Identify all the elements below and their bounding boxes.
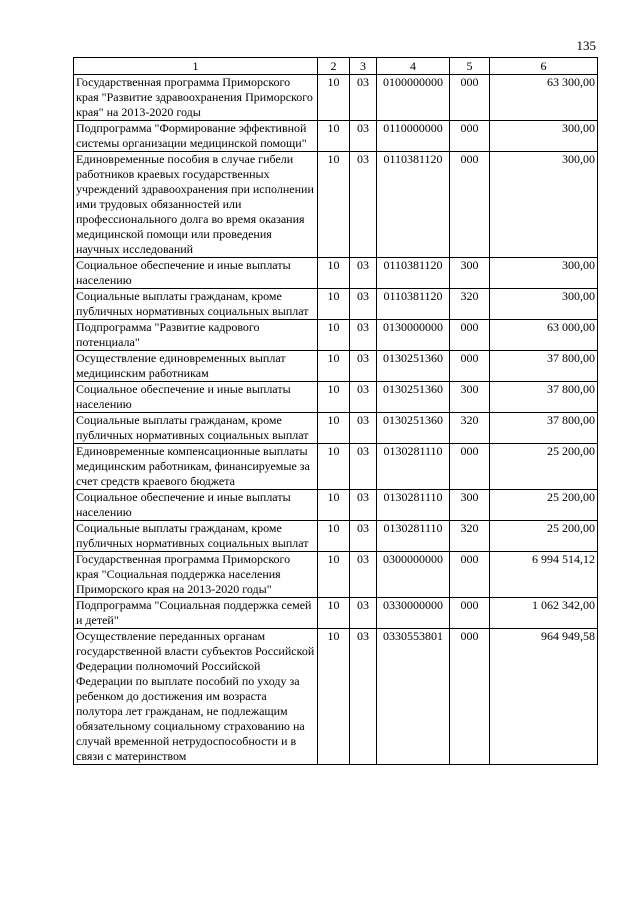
- row-subsection-cell: 03: [350, 444, 377, 490]
- header-cell-6: 6: [490, 58, 598, 75]
- row-amount-cell: 25 200,00: [490, 444, 598, 490]
- row-expense-type-cell: 300: [450, 258, 490, 289]
- row-expense-type-cell: 000: [450, 121, 490, 152]
- row-section-cell: 10: [318, 382, 350, 413]
- row-name-cell: Подпрограмма "Развитие кадрового потенциала": [74, 320, 318, 351]
- row-target-code-cell: 0130251360: [377, 413, 450, 444]
- row-section-cell: 10: [318, 521, 350, 552]
- row-section-cell: 10: [318, 413, 350, 444]
- row-section-cell: 10: [318, 490, 350, 521]
- row-expense-type-cell: 000: [450, 552, 490, 598]
- row-subsection-cell: 03: [350, 382, 377, 413]
- table-row: [74, 121, 598, 152]
- row-name-cell: Социальное обеспечение и иные выплаты населению: [74, 258, 318, 289]
- row-target-code-cell: 0330000000: [377, 598, 450, 629]
- row-name-cell: Социальные выплаты гражданам, кроме публичных нормативных социальных выплат: [74, 521, 318, 552]
- row-expense-type-cell: 000: [450, 629, 490, 765]
- row-amount-cell: 300,00: [490, 152, 598, 258]
- row-amount-cell: 63 000,00: [490, 320, 598, 351]
- row-subsection-cell: 03: [350, 320, 377, 351]
- table-row: [74, 521, 598, 552]
- row-expense-type-cell: 000: [450, 320, 490, 351]
- row-expense-type-cell: 320: [450, 521, 490, 552]
- row-name-cell: Государственная программа Приморского края "Социальная поддержка населения Приморского края на 2013-2020 годы": [74, 552, 318, 598]
- row-subsection-cell: 03: [350, 351, 377, 382]
- row-subsection-cell: 03: [350, 152, 377, 258]
- row-target-code-cell: 0110000000: [377, 121, 450, 152]
- row-section-cell: 10: [318, 629, 350, 765]
- row-amount-cell: 300,00: [490, 289, 598, 320]
- header-cell-5: 5: [450, 58, 490, 75]
- row-target-code-cell: 0330553801: [377, 629, 450, 765]
- header-row: [74, 58, 598, 75]
- row-expense-type-cell: 300: [450, 382, 490, 413]
- table-row: [74, 598, 598, 629]
- table-row: [74, 351, 598, 382]
- row-target-code-cell: 0130281110: [377, 490, 450, 521]
- row-target-code-cell: 0300000000: [377, 552, 450, 598]
- table-row: [74, 258, 598, 289]
- table-row: [74, 320, 598, 351]
- row-subsection-cell: 03: [350, 289, 377, 320]
- row-expense-type-cell: 320: [450, 413, 490, 444]
- row-subsection-cell: 03: [350, 258, 377, 289]
- row-expense-type-cell: 320: [450, 289, 490, 320]
- budget-table: [73, 57, 598, 765]
- row-expense-type-cell: 000: [450, 152, 490, 258]
- table-body: [74, 75, 598, 765]
- row-name-cell: Подпрограмма "Социальная поддержка семей и детей": [74, 598, 318, 629]
- row-target-code-cell: 0100000000: [377, 75, 450, 121]
- table-header: [74, 58, 598, 75]
- row-section-cell: 10: [318, 444, 350, 490]
- row-amount-cell: 25 200,00: [490, 490, 598, 521]
- row-amount-cell: 964 949,58: [490, 629, 598, 765]
- row-subsection-cell: 03: [350, 552, 377, 598]
- row-section-cell: 10: [318, 598, 350, 629]
- row-amount-cell: 300,00: [490, 121, 598, 152]
- header-cell-3: 3: [350, 58, 377, 75]
- table-row: [74, 552, 598, 598]
- row-subsection-cell: 03: [350, 598, 377, 629]
- row-expense-type-cell: 000: [450, 444, 490, 490]
- row-amount-cell: 25 200,00: [490, 521, 598, 552]
- row-section-cell: 10: [318, 258, 350, 289]
- row-target-code-cell: 0110381120: [377, 258, 450, 289]
- row-target-code-cell: 0110381120: [377, 289, 450, 320]
- row-expense-type-cell: 000: [450, 598, 490, 629]
- row-subsection-cell: 03: [350, 629, 377, 765]
- row-name-cell: Единовременные компенсационные выплаты медицинским работникам, финансируемые за счет средств краевого бюджета: [74, 444, 318, 490]
- row-amount-cell: 63 300,00: [490, 75, 598, 121]
- header-cell-2: 2: [318, 58, 350, 75]
- row-amount-cell: 37 800,00: [490, 413, 598, 444]
- row-target-code-cell: 0130000000: [377, 320, 450, 351]
- table-row: [74, 75, 598, 121]
- row-section-cell: 10: [318, 351, 350, 382]
- row-name-cell: Социальные выплаты гражданам, кроме публичных нормативных социальных выплат: [74, 413, 318, 444]
- row-target-code-cell: 0130251360: [377, 351, 450, 382]
- row-amount-cell: 1 062 342,00: [490, 598, 598, 629]
- row-section-cell: 10: [318, 75, 350, 121]
- row-section-cell: 10: [318, 121, 350, 152]
- row-name-cell: Осуществление переданных органам государственной власти субъектов Российской Федерации полномочий Российской Федерации по выплате пособий по уходу за ребенком до достижения им возраста полутора лет гражданам, не подлежащим обязательному социальному страхованию на случай временной нетрудоспособности и в связи с материнством: [74, 629, 318, 765]
- table-row: [74, 490, 598, 521]
- row-section-cell: 10: [318, 552, 350, 598]
- row-name-cell: Социальное обеспечение и иные выплаты населению: [74, 490, 318, 521]
- table-row: [74, 629, 598, 765]
- row-name-cell: Подпрограмма "Формирование эффективной системы организации медицинской помощи": [74, 121, 318, 152]
- table-row: [74, 152, 598, 258]
- row-section-cell: 10: [318, 152, 350, 258]
- row-subsection-cell: 03: [350, 121, 377, 152]
- row-target-code-cell: 0130251360: [377, 382, 450, 413]
- table-row: [74, 382, 598, 413]
- header-cell-1: 1: [74, 58, 318, 75]
- row-target-code-cell: 0130281110: [377, 521, 450, 552]
- row-subsection-cell: 03: [350, 413, 377, 444]
- row-expense-type-cell: 000: [450, 351, 490, 382]
- row-expense-type-cell: 000: [450, 75, 490, 121]
- row-expense-type-cell: 300: [450, 490, 490, 521]
- row-amount-cell: 37 800,00: [490, 382, 598, 413]
- row-name-cell: Осуществление единовременных выплат медицинским работникам: [74, 351, 318, 382]
- row-section-cell: 10: [318, 289, 350, 320]
- row-subsection-cell: 03: [350, 75, 377, 121]
- table-row: [74, 289, 598, 320]
- row-name-cell: Государственная программа Приморского края "Развитие здравоохранения Приморского края" на 2013-2020 годы: [74, 75, 318, 121]
- row-amount-cell: 6 994 514,12: [490, 552, 598, 598]
- row-name-cell: Социальные выплаты гражданам, кроме публичных нормативных социальных выплат: [74, 289, 318, 320]
- table-row: [74, 444, 598, 490]
- row-name-cell: Социальное обеспечение и иные выплаты населению: [74, 382, 318, 413]
- row-target-code-cell: 0110381120: [377, 152, 450, 258]
- row-target-code-cell: 0130281110: [377, 444, 450, 490]
- row-section-cell: 10: [318, 320, 350, 351]
- row-name-cell: Единовременные пособия в случае гибели работников краевых государственных учреждений здравоохранения при исполнении ими трудовых обязанностей или профессионального долга во время оказания медицинской помощи или проведения научных исследований: [74, 152, 318, 258]
- row-subsection-cell: 03: [350, 490, 377, 521]
- row-amount-cell: 37 800,00: [490, 351, 598, 382]
- table-row: [74, 413, 598, 444]
- header-cell-4: 4: [377, 58, 450, 75]
- page-number: 135: [576, 38, 596, 53]
- row-amount-cell: 300,00: [490, 258, 598, 289]
- row-subsection-cell: 03: [350, 521, 377, 552]
